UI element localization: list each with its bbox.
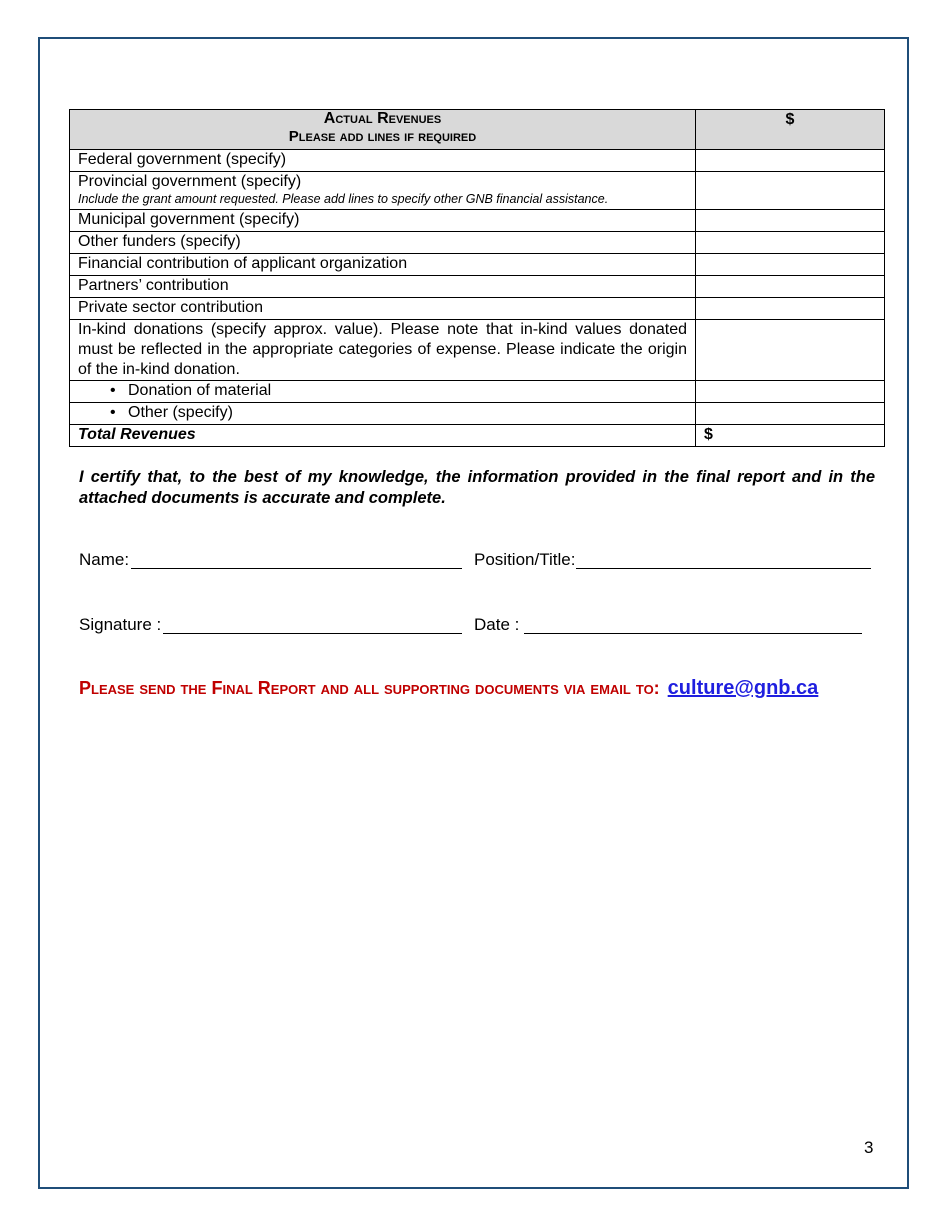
row-label: In-kind donations (specify approx. value). Please note that in-kind values donated must be reflected in the appropriate categories of expense. Please indicate the origin of the in-kind donation. (70, 320, 696, 381)
signature-label: Signature : (79, 615, 162, 634)
bullet-icon: • (110, 382, 116, 399)
table-header-title (70, 110, 696, 150)
row-label: Donation of material (128, 382, 272, 399)
row-label: Municipal government (specify) (70, 210, 696, 232)
table-row (70, 403, 885, 425)
table-row (70, 150, 885, 172)
name-label: Name: (79, 550, 130, 569)
page-number: 3 (864, 1138, 874, 1157)
total-label: Total Revenues (70, 425, 696, 447)
header-amount: $ (696, 110, 885, 150)
row-amount-cell[interactable] (696, 403, 885, 425)
date-field[interactable] (524, 633, 862, 634)
row-amount-cell[interactable] (696, 150, 885, 172)
send-text: Please send the Final Report and all supporting documents via email to: (79, 678, 660, 698)
position-label: Position/Title: (474, 550, 576, 569)
table-row (70, 210, 885, 232)
row-label: Private sector contribution (70, 298, 696, 320)
table-row (70, 254, 885, 276)
row-label: Federal government (specify) (70, 150, 696, 172)
row-amount-cell[interactable] (696, 210, 885, 232)
row-amount-cell[interactable] (696, 381, 885, 403)
row-amount-cell[interactable] (696, 172, 885, 210)
header-line-2: Please add lines if required (288, 128, 477, 145)
name-field[interactable] (131, 568, 462, 569)
row-amount-cell[interactable] (696, 254, 885, 276)
total-row (70, 425, 885, 447)
row-note: Include the grant amount requested. Please add lines to specify other GNB financial assistance. (78, 192, 609, 206)
row-label: Provincial government (specify) (78, 173, 302, 190)
row-label: Financial contribution of applicant organization (70, 254, 696, 276)
header-line-1: Actual Revenues (323, 110, 442, 127)
position-field[interactable] (576, 568, 871, 569)
row-amount-cell[interactable] (696, 298, 885, 320)
table-row (70, 320, 885, 381)
table-row (70, 381, 885, 403)
row-amount-cell[interactable] (696, 320, 885, 381)
table-row (70, 232, 885, 254)
row-amount-cell[interactable] (696, 232, 885, 254)
bullet-row-cell (70, 403, 696, 425)
row-label: Partners’ contribution (70, 276, 696, 298)
certification-statement: I certify that, to the best of my knowledge, the information provided in the final report and in the attached documents is accurate and complete. (79, 468, 875, 507)
total-amount[interactable]: $ (696, 425, 885, 447)
row-amount-cell[interactable] (696, 276, 885, 298)
bullet-row-cell (70, 381, 696, 403)
send-instructions (79, 677, 899, 700)
table-row (70, 276, 885, 298)
row-label: Other funders (specify) (70, 232, 696, 254)
table-row (70, 298, 885, 320)
row-label: Other (specify) (128, 404, 233, 421)
date-label: Date : (474, 615, 520, 634)
signature-field[interactable] (163, 633, 462, 634)
bullet-icon: • (110, 404, 116, 421)
revenues-table (69, 109, 885, 447)
table-header-row (70, 110, 885, 150)
row-label-with-note (70, 172, 696, 210)
email-link[interactable]: culture@gnb.ca (667, 677, 819, 699)
table-row (70, 172, 885, 210)
